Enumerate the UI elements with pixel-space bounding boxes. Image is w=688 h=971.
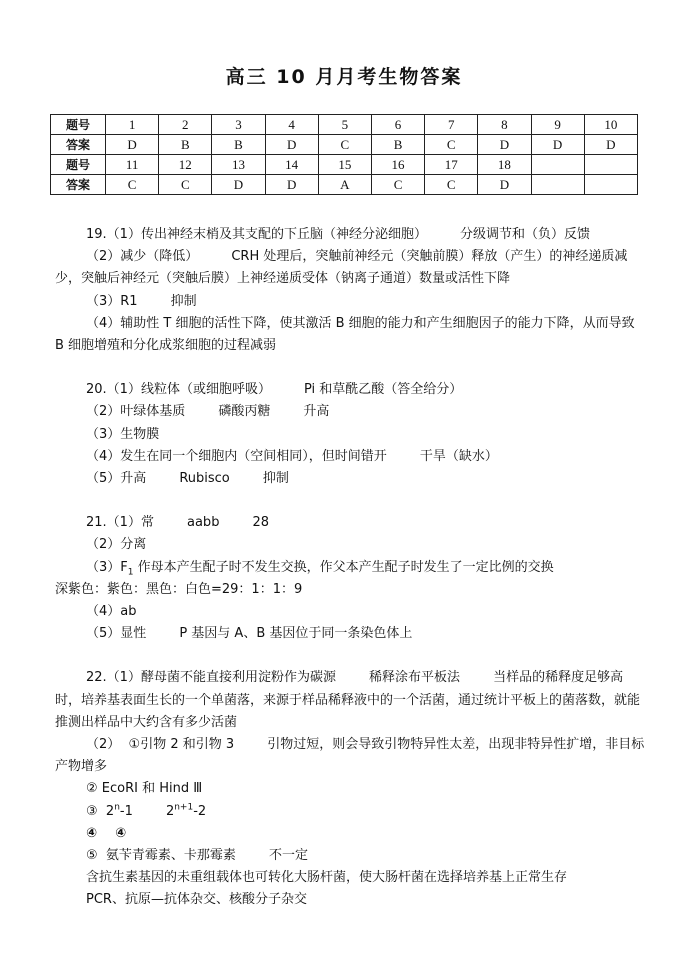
table-row <box>51 115 638 135</box>
table-cell: 6 <box>371 115 424 135</box>
table-row <box>51 155 638 175</box>
table-cell: D <box>584 135 637 155</box>
table-cell: 17 <box>425 155 478 175</box>
q21-line-2: （2）分离 <box>86 537 147 553</box>
q21-line-3-pre: （3）F <box>86 559 128 575</box>
q22-line-4-a: ③ 2 <box>86 803 115 819</box>
table-cell: C <box>425 175 478 195</box>
q22-line-6: ⑤ 氨苄青霉素、卡那霉素 不一定 <box>86 848 308 864</box>
answer-content <box>55 224 645 912</box>
q21-line-1: 21.（1）常 aabb 28 <box>86 515 270 531</box>
table-cell: 16 <box>371 155 424 175</box>
table-cell: 7 <box>425 115 478 135</box>
q20-line-1: 20.（1）线粒体（或细胞呼吸） Pi 和草酰乙酸（答全给分） <box>86 382 463 398</box>
table-cell: D <box>212 175 265 195</box>
table-cell: B <box>371 135 424 155</box>
page-title: 高三 10 月月考生物答案 <box>225 66 463 88</box>
table-cell: C <box>371 175 424 195</box>
q20-line-2: （2）叶绿体基质 磷酸丙糖 升高 <box>86 404 330 420</box>
table-row-label: 题号 <box>51 115 106 135</box>
q20-line-4: （4）发生在同一个细胞内（空间相同），但时间错开 干旱（缺水） <box>86 448 498 464</box>
q22-exp-n-plus-1: n+1 <box>174 802 194 813</box>
q22-line-3: ② EcoRI 和 Hind Ⅲ <box>86 781 203 797</box>
q21-line-3-post: 作母本产生配子时不发生交换，作父本产生配子时发生了一定比例的交换 <box>133 559 554 575</box>
table-cell: 8 <box>478 115 531 135</box>
table-row-label: 答案 <box>51 135 106 155</box>
table-cell: 10 <box>584 115 637 135</box>
q22-line-5: ④ ④ <box>86 825 127 841</box>
table-cell: 13 <box>212 155 265 175</box>
table-cell: D <box>478 135 531 155</box>
table-cell: A <box>318 175 371 195</box>
table-cell: 15 <box>318 155 371 175</box>
table-cell: D <box>106 135 159 155</box>
q21-line-5: （5）显性 P 基因与 A、B 基因位于同一条染色体上 <box>86 626 413 642</box>
q19-line-4: （4）辅助性 T 细胞的活性下降，使其激活 B 细胞的能力和产生细胞因子的能力下降，从而导致 B 细胞增殖和分化成浆细胞的过程减弱 <box>55 315 639 354</box>
q21-ratio-line: 深紫色：紫色：黑色：白色=29：1：1：9 <box>55 581 303 597</box>
q20-line-3: （3）生物膜 <box>86 426 160 442</box>
q19-line-3: （3）R1 抑制 <box>86 293 197 309</box>
q22-line-2: （2） ①引物 2 和引物 3 引物过短，则会导致引物特异性太差，出现非特异性扩增，非目标产物增多 <box>55 737 645 775</box>
table-cell: C <box>159 175 212 195</box>
q22-line-1: 22.（1）酵母菌不能直接利用淀粉作为碳源 稀释涂布平板法 当样品的稀释度足够高时，培养基表面生长的一个单菌落，来源于样品稀释液中的一个活菌，通过统计平板上的菌落数，就能推测出样品中大约含有多少活菌 <box>55 670 641 730</box>
q22-line-4-b: -1 2 <box>119 803 175 819</box>
table-cell: 12 <box>159 155 212 175</box>
table-cell: 2 <box>159 115 212 135</box>
table-cell: D <box>531 135 584 155</box>
table-cell <box>584 155 637 175</box>
table-cell <box>584 175 637 195</box>
table-cell: D <box>478 175 531 195</box>
q21-f1-subscript: 1 <box>127 567 134 578</box>
q21-line-4: （4）ab <box>86 604 137 620</box>
table-cell: B <box>159 135 212 155</box>
table-cell: C <box>318 135 371 155</box>
table-cell: 5 <box>318 115 371 135</box>
q22-line-4-c: -2 <box>193 803 207 819</box>
q22-exp-n: n <box>114 802 120 813</box>
table-cell: 3 <box>212 115 265 135</box>
table-row <box>51 175 638 195</box>
q20-line-5: （5）升高 Rubisco 抑制 <box>86 471 289 487</box>
q21-line-3 <box>55 557 645 579</box>
table-cell: C <box>106 175 159 195</box>
table-cell: C <box>425 135 478 155</box>
table-cell: 1 <box>106 115 159 135</box>
q22-line-4 <box>55 801 645 823</box>
table-row <box>51 135 638 155</box>
q22-line-8: PCR、抗原—抗体杂交、核酸分子杂交 <box>86 892 307 908</box>
table-cell: 14 <box>265 155 318 175</box>
table-cell: 4 <box>265 115 318 135</box>
table-cell: 11 <box>106 155 159 175</box>
table-cell: B <box>212 135 265 155</box>
table-cell: D <box>265 135 318 155</box>
answer-table <box>50 114 638 195</box>
table-cell: 9 <box>531 115 584 135</box>
table-cell: 18 <box>478 155 531 175</box>
q22-line-7: 含抗生素基因的未重组载体也可转化大肠杆菌，使大肠杆菌在选择培养基上正常生存 <box>86 870 568 886</box>
q19-line-2: （2）减少（降低） CRH 处理后，突触前神经元（突触前膜）释放（产生）的神经递质减少，突触后神经元（突触后膜）上神经递质受体（钠离子通道）数量或活性下降 <box>55 249 628 287</box>
table-cell <box>531 175 584 195</box>
table-row-label: 题号 <box>51 155 106 175</box>
table-cell <box>531 155 584 175</box>
table-cell: D <box>265 175 318 195</box>
table-row-label: 答案 <box>51 175 106 195</box>
q19-line-1: 19.（1）传出神经末梢及其支配的下丘脑（神经分泌细胞） 分级调节和（负）反馈 <box>86 227 591 242</box>
